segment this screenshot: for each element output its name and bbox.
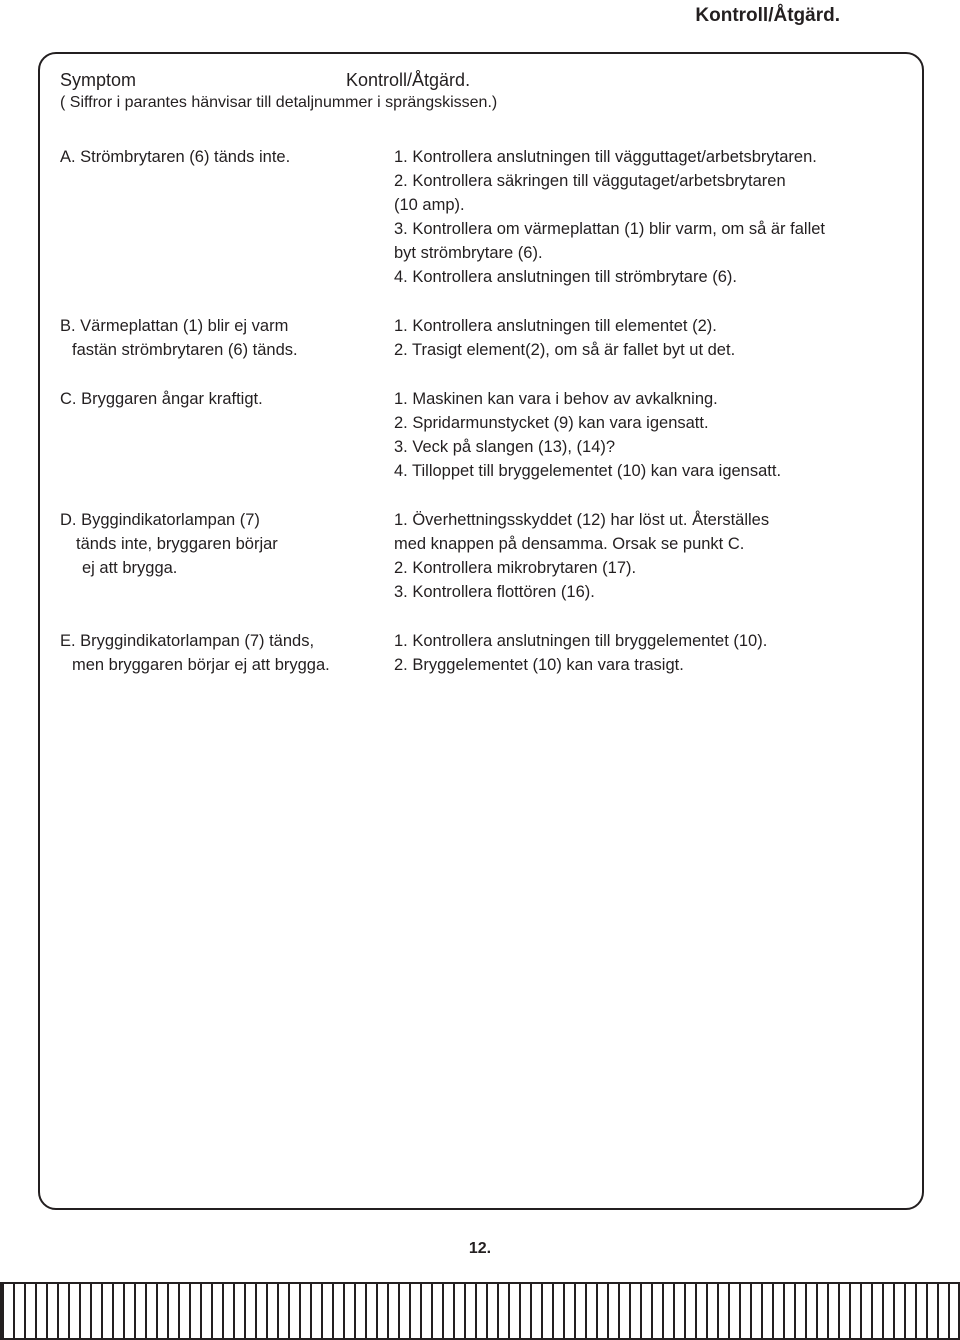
symptom-e-line-1: E. Bryggindikatorlampan (7) tänds, [60,632,315,650]
symptom-d-action-2: 2. Kontrollera mikrobrytaren (17). [394,559,637,577]
symptom-a-action-1: 1. Kontrollera anslutningen till vägguttaget/arbetsbrytaren. [394,148,817,166]
symptom-d-line-2: tänds inte, bryggaren börjar [76,535,278,553]
symptom-d-line-1: D. Byggindikatorlampan (7) [60,511,260,529]
symptom-b-action-2: 2. Trasigt element(2), om så är fallet byt ut det. [394,341,736,359]
symptom-c-action-4: 4. Tilloppet till bryggelementet (10) kan vara igensatt. [394,462,782,480]
footer-stripe-bar [0,1282,960,1340]
symptom-b-line-2: fastän strömbrytaren (6) tänds. [72,341,298,359]
symptom-a-action-3-cont: byt strömbrytare (6). [394,244,543,262]
symptom-a-action-4: 4. Kontrollera anslutningen till strömbrytare (6). [394,268,737,286]
symptom-c-action-1: 1. Maskinen kan vara i behov av avkalkning. [394,390,718,408]
symptom-c-line-1: C. Bryggaren ångar kraftigt. [60,390,263,408]
symptom-b-action-1: 1. Kontrollera anslutningen till elementet (2). [394,317,717,335]
symptom-d-action-3: 3. Kontrollera flottören (16). [394,583,595,601]
symptom-c-action-2: 2. Spridarmunstycket (9) kan vara igensatt. [394,414,709,432]
symptom-a-line-1: A. Strömbrytaren (6) tänds inte. [60,148,291,166]
symptom-e-action-2: 2. Bryggelementet (10) kan vara trasigt. [394,656,684,674]
symptom-d-action-1-cont: med knappen på densamma. Orsak se punkt C. [394,535,745,553]
symptom-b-line-1: B. Värmeplattan (1) blir ej varm [60,317,289,335]
symptom-e-action-1: 1. Kontrollera anslutningen till bryggelementet (10). [394,632,768,650]
symptom-c-action-3: 3. Veck på slangen (13), (14)? [394,438,616,456]
symptom-d-line-3: ej att brygga. [82,559,178,577]
symptom-column-heading: Symptom [60,70,137,90]
symptom-a-action-2-cont: (10 amp). [394,196,465,214]
symptom-e-line-2: men bryggaren börjar ej att brygga. [72,656,330,674]
action-column-heading: Kontroll/Åtgärd. [346,70,471,90]
symptom-a-action-3: 3. Kontrollera om värmeplattan (1) blir varm, om så är fallet [394,220,825,238]
page-number: 12. [468,1240,492,1257]
reference-note: ( Siffror i parantes hänvisar till detaljnummer i sprängskissen.) [60,94,498,111]
page-header-title: Kontroll/Åtgärd. [695,5,840,26]
symptom-a-action-2: 2. Kontrollera säkringen till väggutaget/arbetsbrytaren [394,172,786,190]
symptom-d-action-1: 1. Överhettningsskyddet (12) har löst ut. Återställes [394,511,770,529]
